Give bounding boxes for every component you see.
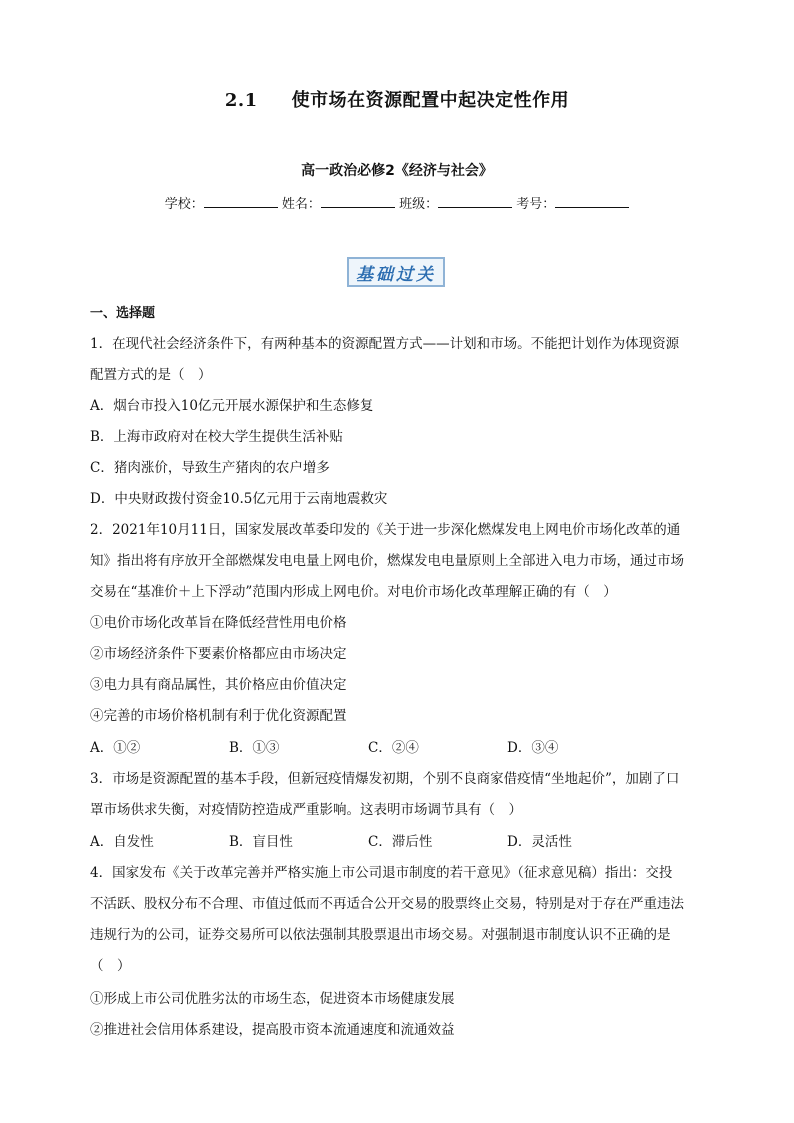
exam-no-blank[interactable]	[555, 195, 629, 208]
q3-stem-line1: 3．市场是资源配置的基本手段，但新冠疫情爆发初期，个别不良商家借疫情“坐地起价”，加剧了口	[90, 771, 680, 787]
q3-option-c: C．滞后性	[368, 834, 433, 850]
name-label: 姓名：	[281, 197, 321, 212]
q2-option-b: B．①③	[229, 740, 280, 756]
q2-stem-line3: 交易在“基准价＋上下浮动”范围内形成上网电价。对电价市场化改革理解正确的有（ ）	[90, 584, 617, 600]
q4-stem-line3: 违规行为的公司，证券交易所可以依法强制其股票退出市场交易。对强制退市制度认识不正确的是	[90, 927, 671, 943]
q2-statement-2: ②市场经济条件下要素价格都应由市场决定	[90, 646, 347, 662]
q4-statement-1: ①形成上市公司优胜劣汰的市场生态，促进资本市场健康发展	[90, 991, 455, 1007]
title-number: 2.1	[224, 90, 258, 111]
q2-option-d: D．③④	[507, 740, 559, 756]
section-heading: 一、选择题	[90, 306, 156, 321]
q3-option-d: D．灵活性	[507, 834, 572, 850]
class-label: 班级：	[399, 197, 439, 212]
q4-stem-line4: （ ）	[90, 958, 131, 974]
q1-option-b: B．上海市政府对在校大学生提供生活补贴	[90, 429, 343, 445]
student-info-line	[0, 193, 794, 212]
document-subtitle: 高一政治必修2《经济与社会》	[301, 163, 493, 179]
exam-no-label: 考号：	[516, 197, 556, 212]
q3-option-b: B．盲目性	[229, 834, 293, 850]
title-text: 使市场在资源配置中起决定性作用	[291, 90, 570, 111]
q1-stem-line1: 1．在现代社会经济条件下，有两种基本的资源配置方式——计划和市场。不能把计划作为体现资源	[90, 336, 680, 352]
name-blank[interactable]	[321, 195, 395, 208]
document-title	[0, 86, 794, 112]
q2-stem-line2: 知》指出将有序放开全部燃煤发电电量上网电价，燃煤发电电量原则上全部进入电力市场，通过市场	[90, 553, 684, 569]
q3-option-a: A．自发性	[90, 834, 154, 850]
q2-statement-1: ①电价市场化改革旨在降低经营性用电价格	[90, 615, 347, 631]
q1-option-d: D．中央财政拨付资金10.5亿元用于云南地震救灾	[90, 491, 388, 507]
q2-stem-line1: 2．2021年10月11日，国家发展改革委印发的《关于进一步深化燃煤发电上网电价市场化改革的通	[90, 522, 681, 538]
q4-stem-line1: 4．国家发布《关于改革完善并严格实施上市公司退市制度的若干意见》（征求意见稿）指出：交投	[90, 865, 673, 881]
q2-statement-3: ③电力具有商品属性，其价格应由价值决定	[90, 677, 347, 693]
badge-text: 基础过关	[356, 264, 436, 285]
class-blank[interactable]	[438, 195, 512, 208]
q1-stem-line2: 配置方式的是（ ）	[90, 367, 212, 383]
q2-statement-4: ④完善的市场价格机制有利于优化资源配置	[90, 708, 347, 724]
q1-option-a: A．烟台市投入10亿元开展水源保护和生态修复	[90, 398, 374, 414]
school-label: 学校：	[164, 197, 204, 212]
school-blank[interactable]	[204, 195, 278, 208]
q2-option-c: C．②④	[368, 740, 419, 756]
q1-option-c: C．猪肉涨价，导致生产猪肉的农户增多	[90, 460, 330, 476]
q4-statement-2: ②推进社会信用体系建设，提高股市资本流通速度和流通效益	[90, 1022, 455, 1038]
q2-option-a: A．①②	[90, 740, 141, 756]
q4-stem-line2: 不活跃、股权分布不合理、市值过低而不再适合公开交易的股票终止交易，特别是对于存在严重违法	[90, 896, 684, 912]
q3-stem-line2: 罩市场供求失衡，对疫情防控造成严重影响。这表明市场调节具有（ ）	[90, 802, 522, 818]
section-badge	[347, 257, 445, 287]
